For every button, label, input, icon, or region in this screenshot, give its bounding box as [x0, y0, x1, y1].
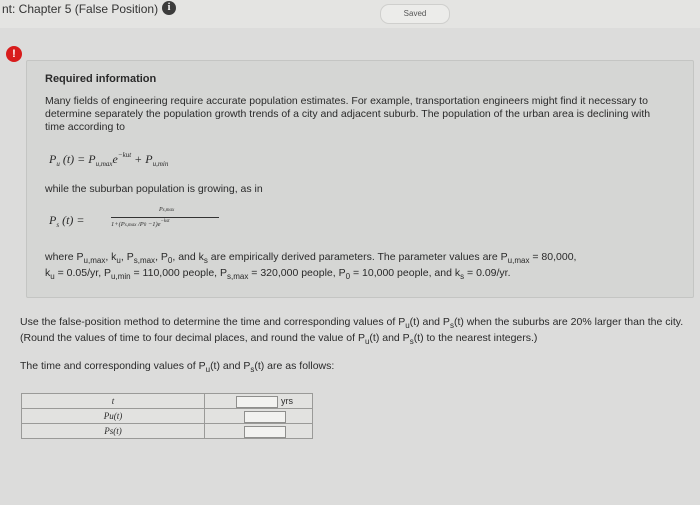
answer-table	[21, 393, 313, 439]
assignment-title: nt: Chapter 5 (False Position)	[2, 2, 159, 16]
row-label-pu: Pu(t)	[22, 409, 205, 424]
parameters-paragraph: where $P_{u,max}$, $k_u$, $P_{s,max}$, $P_0$, and $k_s$ are empirically derived parameters. The parameter values are $P_{u,max} = 80,000$, $k_u = 0.05/yr$, $P_{u,min} = 110,000$ people, $P_{s,max} = 320,000$ people, $P_0 = 10,000$ people, and $k_s = 0.09/yr$.	[45, 251, 577, 282]
required-information-panel: Required information Many fields of engineering require accurate population estimates. For example, transportation engineers might find it necessary to determine separately the population growth trends of a city and adjacent suburb. The population of the urban area is declining with time according to $P_u$ $(t) = P_{u,max}e^{-kut} + P_{u,min}$ while the suburban population is growing, as in $P_s$ (t) = Ps,max 1+(Ps,max $/P0 -1)e^{-kst}$ where $P_{u,max}$, $k_u$, $P_{s,max}$, $P_0$, and $k_s$ are empirically derived parameters. The parameter values are $P_{u,max} = 80,000$, $k_u = 0.05/yr$, $P_{u,min} = 110,000$ people, $P_{s,max} = 320,000$ people, $P_0 = 10,000$ people, and $k_s = 0.09/yr$.	[26, 60, 694, 298]
top-bar	[0, 0, 700, 28]
info-icon[interactable]: i	[162, 1, 176, 15]
table-row	[22, 409, 313, 424]
t-input[interactable]	[236, 396, 278, 408]
suburb-text: while the suburban population is growing, as in	[45, 183, 263, 195]
urban-population-equation: $P_u$ $(t) = P_{u,max}e^{-kut} + P_{u,min}$	[49, 151, 169, 168]
saved-status-badge: Saved	[380, 4, 450, 24]
required-info-heading: Required information	[45, 73, 157, 85]
unit-yrs: yrs	[281, 396, 293, 406]
alert-icon: !	[6, 46, 22, 62]
row-label-ps: Ps(t)	[22, 424, 205, 439]
table-row	[22, 394, 313, 409]
intro-paragraph: Many fields of engineering require accurate population estimates. For example, transportation engineers might find it necessary to determine separately the population growth trends of a city and adjacent suburb. The population of the urban area is declining with time according to	[45, 95, 651, 133]
question-text: Use the false-position method to determine the time and corresponding values of $P_u(t)$ and $P_s(t)$ when the suburbs are 20% larger than the city. (Round the values of time to four decimal places, and round the value of $P_u(t)$ and $P_s(t)$ to the nearest integers.)	[20, 316, 684, 347]
table-row	[22, 424, 313, 439]
pu-input[interactable]	[244, 411, 286, 423]
ps-input[interactable]	[244, 426, 286, 438]
row-label-t: t	[22, 394, 205, 409]
answer-intro: The time and corresponding values of $P_u(t)$ and $P_s(t)$ are as follows:	[20, 360, 335, 375]
